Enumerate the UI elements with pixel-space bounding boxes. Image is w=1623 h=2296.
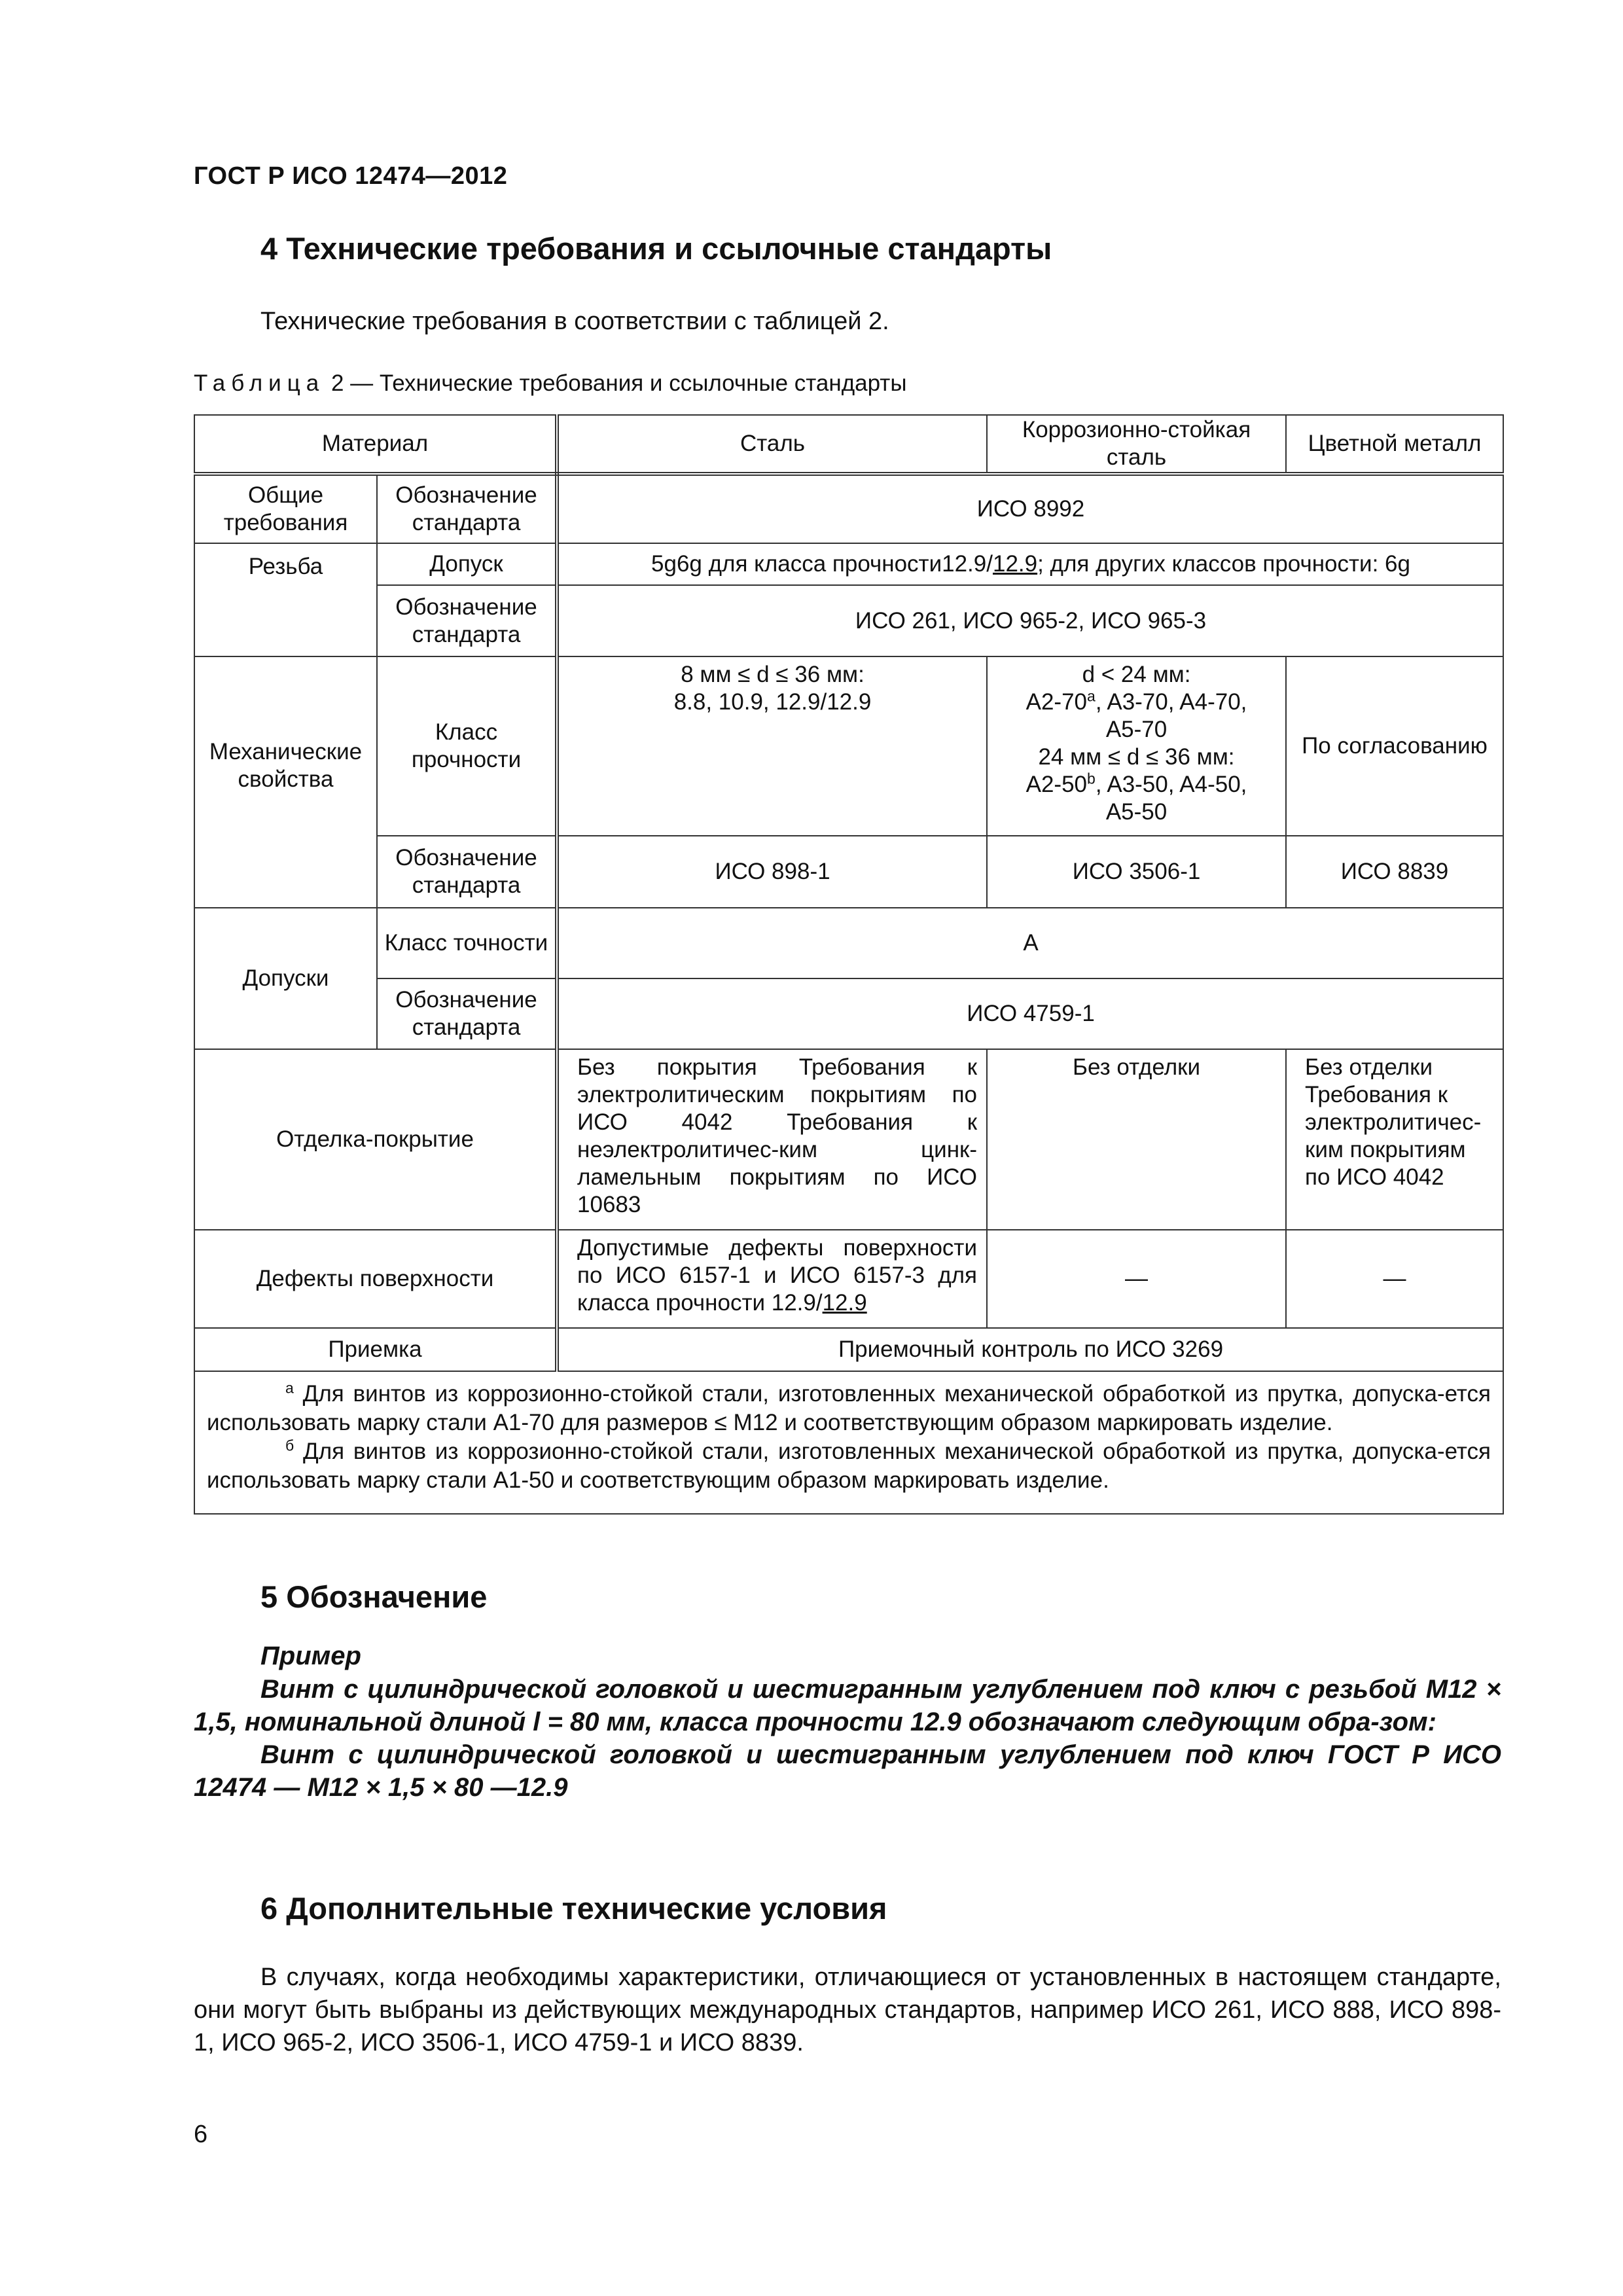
tolerances-designation-value: ИСО 4759-1 [557, 978, 1503, 1049]
tolerances-designation-label: Обозначение стандарта [377, 978, 557, 1049]
finish-label: Отделка-покрытие [194, 1049, 557, 1230]
thread-designation-value: ИСО 261, ИСО 965-2, ИСО 965-3 [557, 585, 1503, 656]
footnote-a-mark: a [285, 1379, 294, 1397]
group-general: Общие требования [194, 474, 377, 543]
thread-tolerance-underlined: 12.9 [992, 551, 1038, 577]
table-row [194, 1328, 1503, 1371]
table-caption-title: 2 — Технические требования и ссылочные стандарты [325, 370, 907, 396]
stainless-range-1: d < 24 мм: [1082, 662, 1191, 687]
finish-nonferrous: Без отделки Требования к электролитичес-ким покрытиям по ИСО 4042 [1286, 1049, 1503, 1230]
mechanical-class-label: Класс прочности [377, 656, 557, 836]
footnote-b-text: Для винтов из коррозионно-стойкой стали, изготовленных механической обработкой из прутка, допуска-ется использовать марку стали А1-50 и соответствующим образом маркировать изделие. [207, 1439, 1491, 1493]
table-row [194, 543, 1503, 585]
acceptance-value: Приемочный контроль по ИСО 3269 [557, 1328, 1503, 1371]
group-tolerances: Допуски [194, 908, 377, 1049]
mechanical-class-nonferrous: По согласованию [1286, 656, 1503, 836]
table-caption [194, 370, 906, 397]
footnote-a [207, 1380, 1491, 1437]
mechanical-class-steel [557, 656, 987, 836]
header-steel: Сталь [557, 415, 987, 474]
group-thread: Резьба [194, 543, 377, 656]
header-nonferrous: Цветной металл [1286, 415, 1503, 474]
stainless-values-2-rest: , A3-50, A4-50, [1095, 772, 1247, 797]
thread-tolerance-rest: ; для других классов прочности: 6g [1037, 551, 1410, 577]
header-material: Материал [194, 415, 557, 474]
defects-label: Дефекты поверхности [194, 1230, 557, 1328]
acceptance-label: Приемка [194, 1328, 557, 1371]
example-label: Пример [260, 1641, 361, 1670]
section-4-intro: Технические требования в соответствии с таблицей 2. [260, 308, 889, 335]
defects-steel [557, 1230, 987, 1328]
table-row [194, 474, 1503, 543]
table-row [194, 978, 1503, 1049]
document-header: ГОСТ Р ИСО 12474—2012 [194, 162, 508, 190]
footnote-b-mark: б [285, 1437, 294, 1454]
stainless-values-1-rest: , A3-70, A4-70, [1095, 689, 1247, 715]
requirements-table [194, 414, 1504, 1515]
section-4-title: 4 Технические требования и ссылочные стандарты [260, 231, 1052, 266]
footnote-b [207, 1437, 1491, 1495]
table-row [194, 656, 1503, 836]
table-caption-label: Таблица [194, 370, 325, 396]
stainless-values-2 [993, 771, 1280, 798]
mechanical-std-stainless: ИСО 3506-1 [987, 836, 1286, 908]
thread-tolerance-text: 5g6g для класса прочности12.9/ [651, 551, 993, 577]
footnote-a-text: Для винтов из коррозионно-стойкой стали, изготовленных механической обработкой из прутка, допуска-ется использовать марку стали А1-70 для размеров ≤ М12 и соответствующим образом маркировать изделие. [207, 1381, 1491, 1435]
stainless-grade-a2-50: A2-50 [1026, 772, 1088, 797]
finish-steel: Без покрытия Требования к электролитическим покрытиям по ИСО 4042 Требования к неэлектролитичес-ким цинк-ламельным покрытиям по ИСО 10683 [557, 1049, 987, 1230]
table-footnotes [194, 1371, 1503, 1514]
section-6-text: В случаях, когда необходимы характеристики, отличающиеся от установленных в настоящем стандарте, они могут быть выбраны из действующих международных стандартов, например ИСО 261, ИСО 888, ИСО 898-1, ИСО 965-2, ИСО 3506-1, ИСО 4759-1 и ИСО 8839. [194, 1964, 1501, 2056]
example-text: Винт с цилиндрической головкой и шестигранным углублением под ключ с резьбой М12 × 1,5, номинальной длиной l = 80 мм, класса прочности 12.9 обозначают следующим обра-зом: [194, 1675, 1501, 1736]
thread-tolerance-label: Допуск [377, 543, 557, 585]
tolerances-accuracy-value: A [557, 908, 1503, 978]
page-number: 6 [194, 2121, 208, 2148]
thread-designation-label: Обозначение стандарта [377, 585, 557, 656]
table-row [194, 585, 1503, 656]
stainless-values-2-end: A5-50 [1105, 799, 1168, 825]
mechanical-std-steel: ИСО 898-1 [557, 836, 987, 908]
footnote-mark-b: b [1087, 770, 1096, 787]
finish-stainless: Без отделки [987, 1049, 1286, 1230]
stainless-range-2: 24 мм ≤ d ≤ 36 мм: [1038, 744, 1235, 770]
mechanical-class-stainless [987, 656, 1286, 836]
mechanical-designation-label: Обозначение стандарта [377, 836, 557, 908]
section-5-title: 5 Обозначение [260, 1579, 488, 1614]
thread-tolerance-value [557, 543, 1503, 585]
table-row [194, 908, 1503, 978]
table-row [194, 836, 1503, 908]
mechanical-std-nonferrous: ИСО 8839 [1286, 836, 1503, 908]
section-6-title: 6 Дополнительные технические условия [260, 1891, 887, 1926]
table-header-row [194, 415, 1503, 474]
defects-steel-underlined: 12.9 [822, 1290, 867, 1316]
general-designation-label: Обозначение стандарта [377, 474, 557, 543]
defects-stainless: — [987, 1230, 1286, 1328]
stainless-grade-a2-70: A2-70 [1026, 689, 1088, 715]
tolerances-accuracy-label: Класс точности [377, 908, 557, 978]
table-row [194, 1230, 1503, 1328]
group-mechanical: Механические свойства [194, 656, 377, 908]
footnote-mark-a: a [1087, 687, 1096, 705]
example-body [194, 1673, 1501, 1804]
header-stainless: Коррозионно-стойкая сталь [987, 415, 1286, 474]
table-row [194, 1049, 1503, 1230]
defects-nonferrous: — [1286, 1230, 1503, 1328]
stainless-values-1-end: A5-70 [1105, 717, 1168, 742]
stainless-values-1 [993, 689, 1280, 716]
defects-steel-text: Допустимые дефекты поверхности по ИСО 6157-1 и ИСО 6157-3 для класса прочности 12.9/ [577, 1235, 978, 1316]
table-notes-row [194, 1371, 1503, 1514]
designation-example: Винт с цилиндрической головкой и шестигранным углублением под ключ ГОСТ Р ИСО 12474 — М12 × 1,5 × 80 —12.9 [194, 1740, 1501, 1802]
steel-class-range: 8 мм ≤ d ≤ 36 мм: [681, 662, 865, 687]
steel-class-values: 8.8, 10.9, 12.9/12.9 [673, 689, 872, 715]
general-designation-value: ИСО 8992 [557, 474, 1503, 543]
